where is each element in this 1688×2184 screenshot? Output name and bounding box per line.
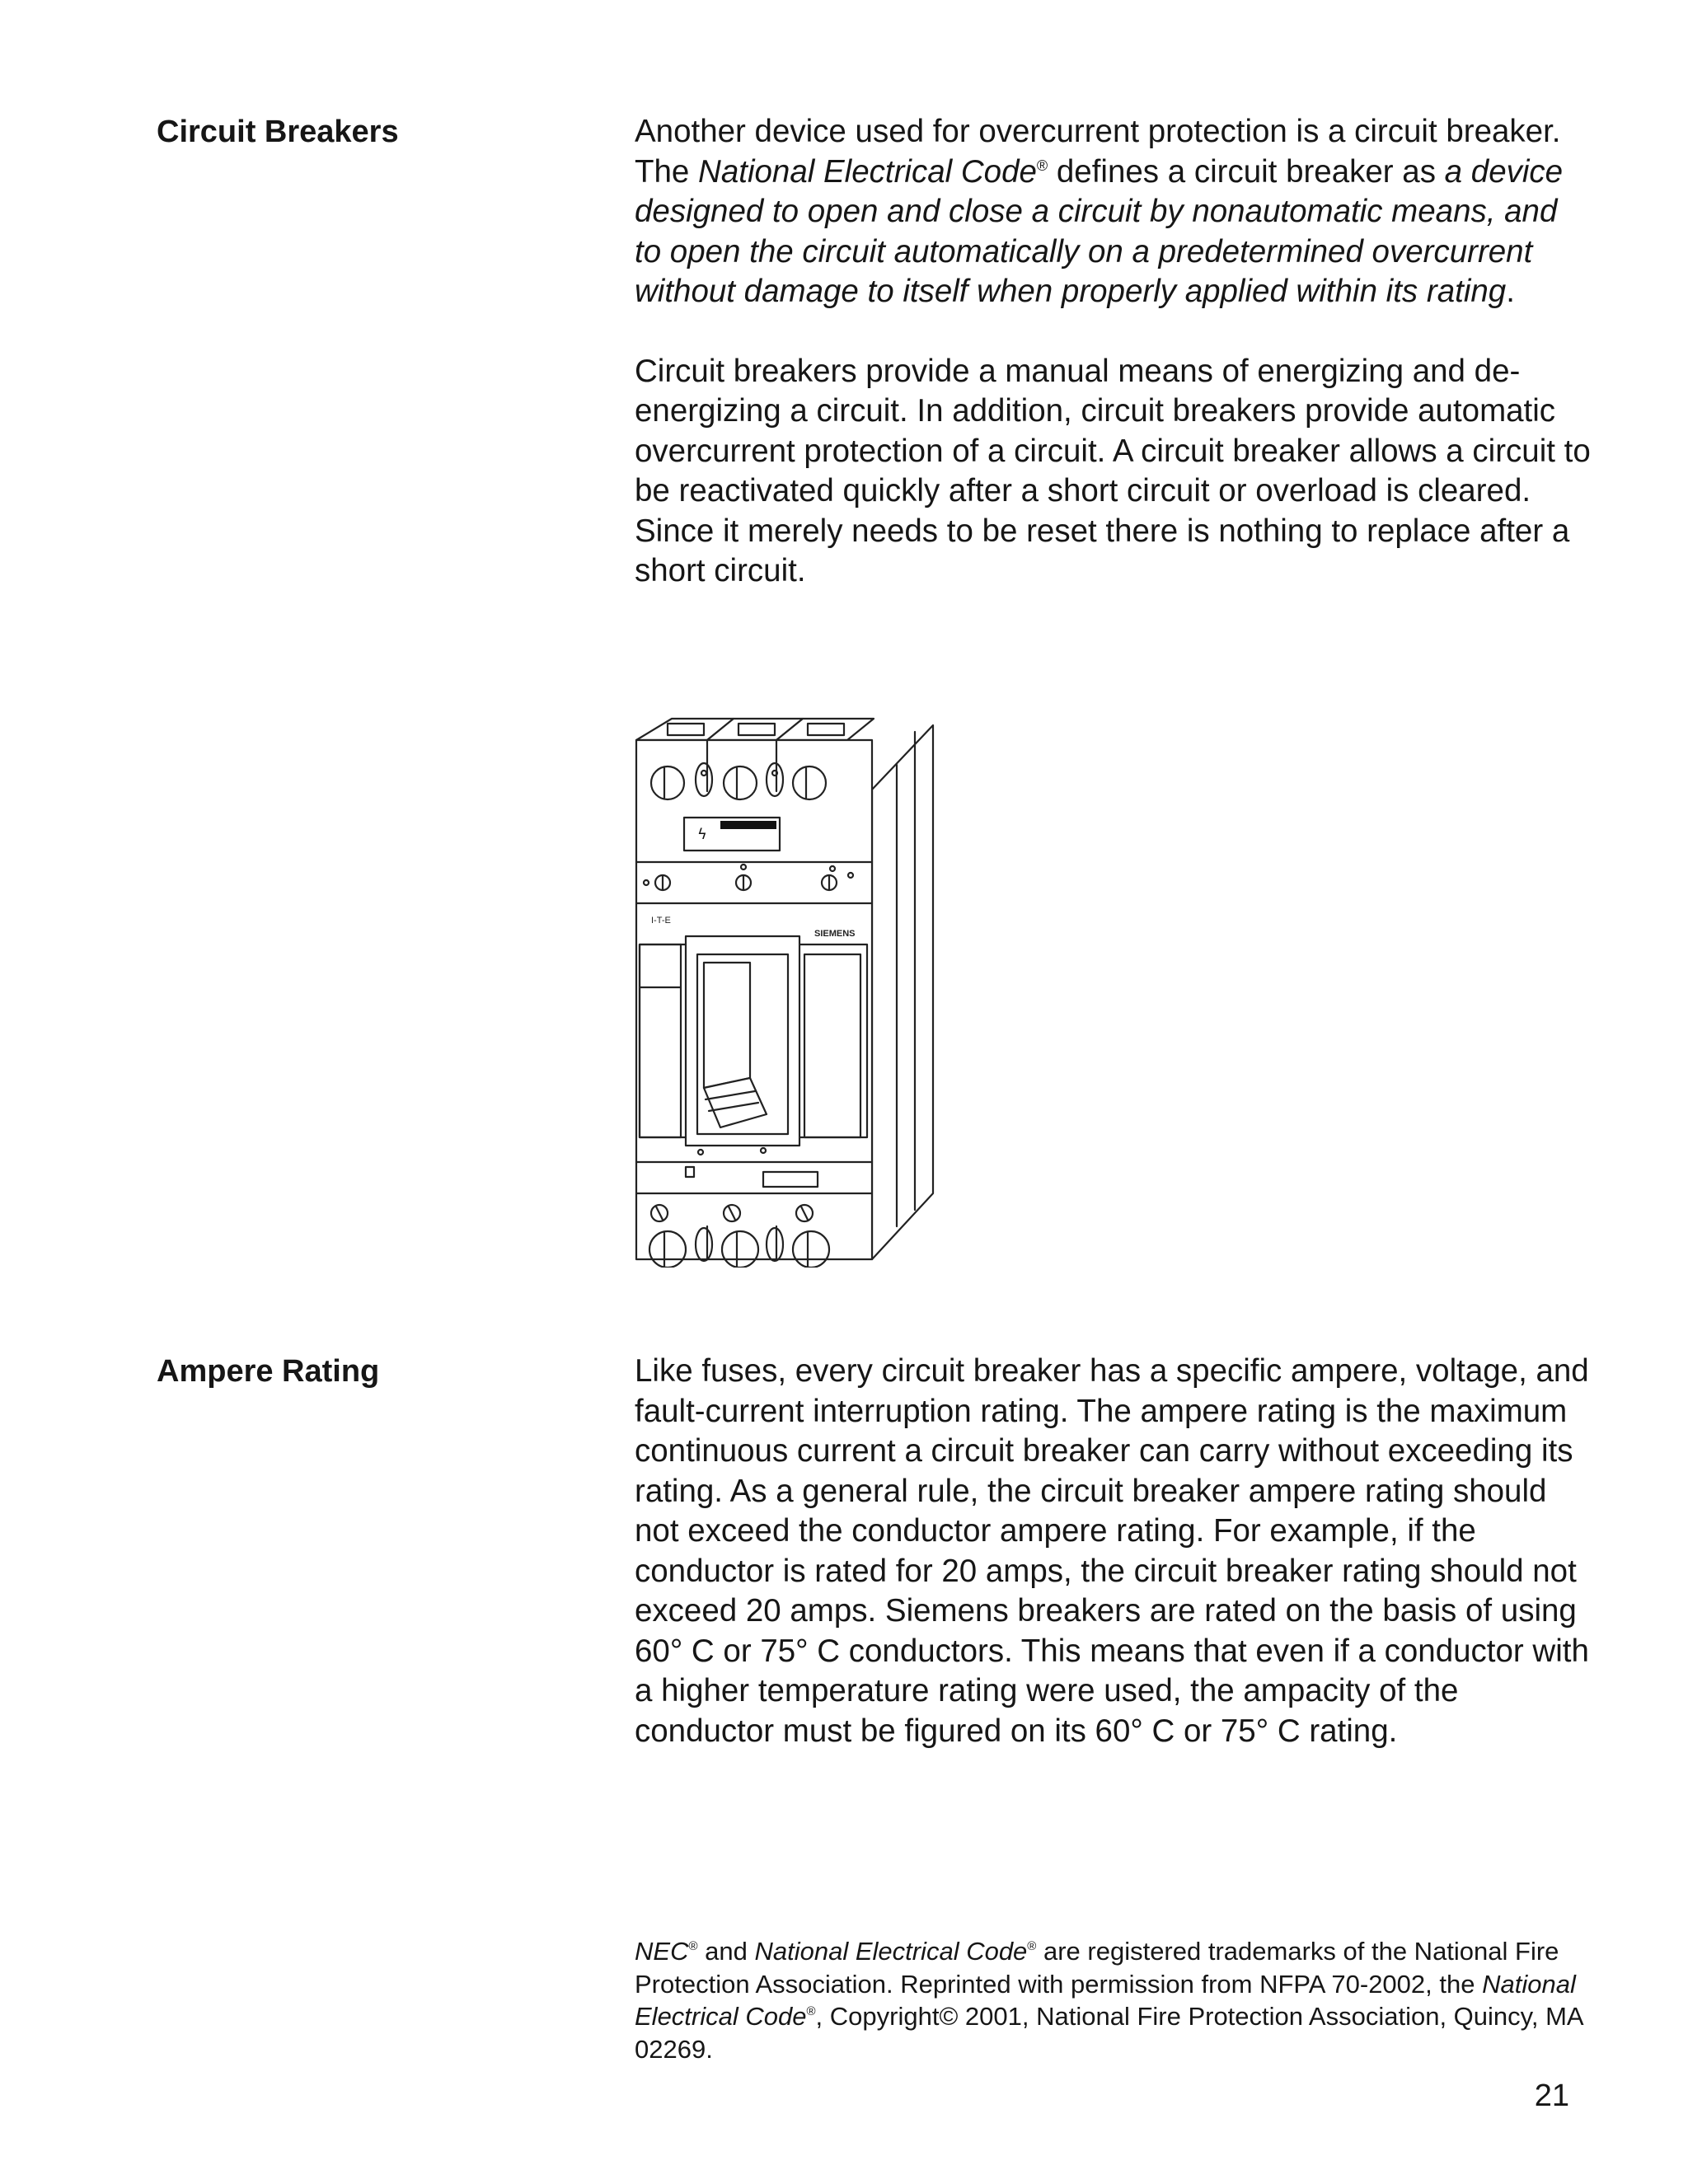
circuit-breakers-paragraph-1 (635, 112, 1591, 312)
section-heading-ampere-rating: Ampere Rating (157, 1354, 380, 1389)
section-heading-circuit-breakers: Circuit Breakers (157, 115, 399, 149)
nec-definition: a device designed to open and close a circuit by nonautomatic means, and to open the circuit automatically on a predetermined overcurrent without damage to itself when properly applied within its rating (635, 153, 1564, 309)
nec-italic: National Electrical Code (698, 153, 1037, 190)
svg-text:ϟ: ϟ (697, 826, 707, 843)
brand-label: SIEMENS (814, 929, 856, 939)
nec-full-name: National Electrical Code (754, 1937, 1028, 1966)
breaker-operating-handle (686, 936, 799, 1146)
registered-mark: ® (1027, 1939, 1037, 1953)
ampere-rating-body (635, 1352, 1591, 1751)
page-number: 21 (1534, 2079, 1569, 2113)
circuit-breaker-illustration (635, 715, 948, 1268)
registered-mark: ® (1036, 157, 1048, 174)
nec-abbrev: NEC (635, 1937, 689, 1966)
text-run: Another device used for overcurrent protection is a circuit breaker. The (635, 114, 1561, 190)
nec-full-name: National Electrical Code (635, 1969, 1576, 2031)
text-run: . (1506, 274, 1515, 309)
maker-label: I-T-E (651, 916, 671, 926)
circuit-breakers-body (635, 112, 1591, 592)
trademark-footnote (635, 1935, 1591, 2065)
text-run: , Copyright© 2001, National Fire Protection Association, Quincy, MA 02269. (635, 2002, 1582, 2064)
breaker-side-panel (872, 725, 933, 1259)
text-run: and (697, 1937, 755, 1966)
circuit-breakers-paragraph-2: Circuit breakers provide a manual means of energizing and de-energizing a circuit. In addition, circuit breakers provide automatic overcurrent protection of a circuit. A circuit breaker allows a circuit to be reactivated quickly after a short circuit or overload is cleared. Since it merely needs to be reset there is nothing to replace after a short circuit. (635, 353, 1591, 588)
breaker-top-terminals (636, 719, 874, 740)
registered-mark: ® (806, 2004, 816, 2018)
text-run: defines a circuit breaker as (1048, 153, 1445, 190)
ampere-rating-paragraph: Like fuses, every circuit breaker has a specific ampere, voltage, and fault-current interruption rating. The ampere rating is the maximum continuous current a circuit breaker can carry without exceeding its rating. As a general rule, the circuit breaker ampere rating should not exceed the conductor ampere rating. For example, if the conductor is rated for 20 amps, the circuit breaker rating should not exceed 20 amps. Siemens breakers are rated on the basis of using 60° C or 75° C conductors. This means that even if a conductor with a higher temperature rating were used, the ampacity of the conductor must be figured on its 60° C or 75° C rating. (635, 1353, 1589, 1749)
text-run: are registered trademarks of the National Fire Protection Association. Reprinted with permission from NFPA 70-2002, the (635, 1937, 1559, 1999)
registered-mark: ® (688, 1939, 698, 1953)
